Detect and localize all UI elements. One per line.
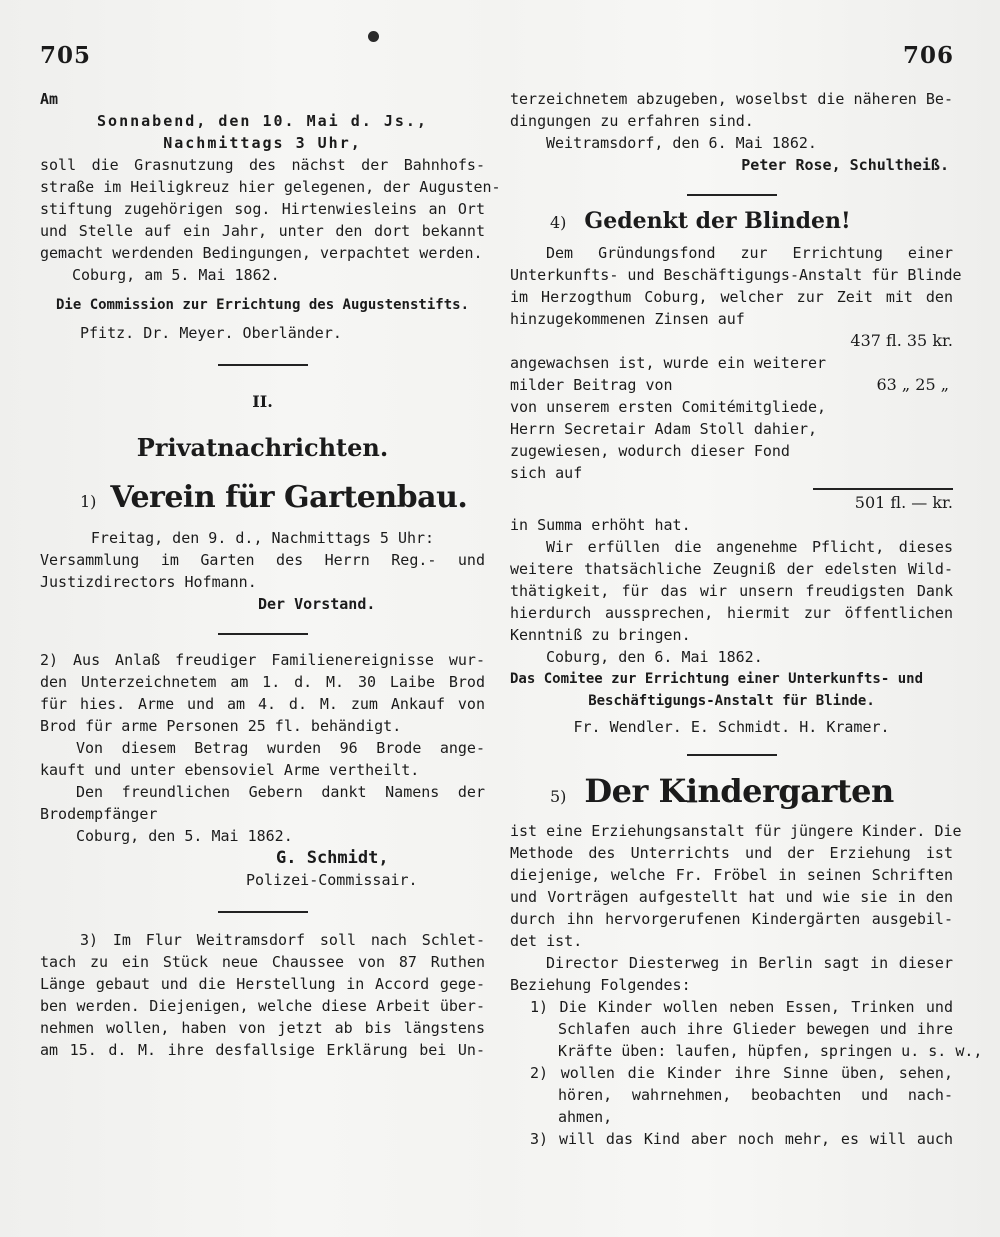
item4-heading bbox=[510, 208, 953, 234]
item4-amount-2: 63 „ 25 „ bbox=[876, 375, 949, 394]
item5-point: Schlafen auch ihre Glieder bewegen und ihre bbox=[558, 1020, 953, 1038]
page-number-left: 705 bbox=[40, 42, 92, 69]
item4-amount-1 bbox=[510, 330, 953, 352]
auction-place-date: Coburg, am 5. Mai 1862. bbox=[72, 266, 280, 284]
auction-line: straße im Heiligkreuz hier gelegenen, der Augusten- bbox=[40, 178, 501, 196]
item-number: 1) bbox=[80, 492, 97, 511]
divider bbox=[687, 194, 777, 196]
item3-line: tach zu ein Stück neue Chaussee von 87 Ruthen bbox=[40, 953, 485, 971]
section-title: Privatnachrichten. bbox=[136, 433, 389, 462]
item4-line: Herrn Secretair Adam Stoll dahier, bbox=[510, 420, 818, 438]
item2-line: kauft und unter ebensoviel Arme vertheilt. bbox=[40, 761, 420, 779]
item2-body bbox=[40, 649, 485, 891]
item2-place-date: Coburg, den 5. Mai 1862. bbox=[76, 827, 293, 845]
item2-signature-title: Polizei-Commissair. bbox=[246, 871, 418, 889]
item3-line: 3) Im Flur Weitramsdorf soll nach Schlet- bbox=[80, 931, 485, 949]
item2-line: den Unterzeichnetem am 1. d. M. 30 Laibe Brod bbox=[40, 673, 485, 691]
item4-title: Gedenkt der Blinden! bbox=[584, 208, 851, 234]
item5-line: durch ihn hervorgerufenen Kindergärten ausgebil- bbox=[510, 910, 953, 928]
item4-amount-total bbox=[510, 492, 953, 514]
item4-line: Dem Gründungsfond zur Errichtung einer bbox=[546, 244, 953, 262]
left-column bbox=[40, 88, 501, 1061]
item4-line: weitere thatsächliche Zeugniß der edelsten Wild- bbox=[510, 560, 953, 578]
item4-body bbox=[510, 242, 962, 738]
divider bbox=[218, 364, 308, 366]
divider bbox=[218, 911, 308, 913]
section-numeral: II. bbox=[252, 392, 273, 411]
amount-value: 437 fl. 35 kr. bbox=[850, 331, 953, 350]
page-number-right: 706 bbox=[902, 42, 954, 69]
item3-line: ben werden. Diejenigen, welche diese Arbeit über- bbox=[40, 997, 485, 1015]
item3-place-date: Weitramsdorf, den 6. Mai 1862. bbox=[546, 134, 817, 152]
auction-line: soll die Grasnutzung des nächst der Bahnhofs- bbox=[40, 156, 485, 174]
item1-signature: Der Vorstand. bbox=[258, 595, 376, 613]
item4-line: thätigkeit, für das wir unsern freudigsten Dank bbox=[510, 582, 953, 600]
sum-rule bbox=[813, 488, 953, 490]
item5-point: 3) will das Kind aber noch mehr, es will auch bbox=[530, 1130, 953, 1148]
auction-line: und Stelle auf ein Jahr, unter den dort bekannt bbox=[40, 222, 485, 240]
item3-line: am 15. d. M. ihre desfallsige Erklärung bei Un- bbox=[40, 1041, 485, 1059]
item5-line: diejenige, welche Fr. Fröbel in seinen Schriften bbox=[510, 866, 953, 884]
item1-title: Verein für Gartenbau. bbox=[110, 480, 468, 515]
divider bbox=[218, 633, 308, 635]
item4-line: Wir erfüllen die angenehme Pflicht, dieses bbox=[546, 538, 953, 556]
item2-line: 2) Aus Anlaß freudiger Familienereignisse wur- bbox=[40, 651, 485, 669]
item3-line: nehmen wollen, haben von jetzt ab bis längstens bbox=[40, 1019, 485, 1037]
auction-date: Sonnabend, den 10. Mai d. Js., bbox=[97, 112, 428, 130]
item5-line: Director Diesterweg in Berlin sagt in dieser bbox=[546, 954, 953, 972]
item2-line: für hies. Arme und am 4. d. M. zum Ankauf von bbox=[40, 695, 485, 713]
item4-line: milder Beitrag von bbox=[510, 376, 673, 394]
item5-body bbox=[510, 820, 983, 1150]
item4-line: angewachsen ist, wurde ein weiterer bbox=[510, 354, 827, 372]
item3-line: terzeichnetem abzugeben, woselbst die näheren Be- bbox=[510, 90, 953, 108]
auction-commission: Die Commission zur Errichtung des Augustenstifts. bbox=[55, 297, 469, 313]
item1-line: Justizdirectors Hofmann. bbox=[40, 573, 257, 591]
item5-line: Beziehung Folgendes: bbox=[510, 976, 691, 994]
item5-point: ahmen, bbox=[558, 1108, 613, 1126]
item2-signature-name: G. Schmidt, bbox=[276, 848, 389, 868]
item2-line: Brodempfänger bbox=[40, 805, 158, 823]
item5-point: hören, wahrnehmen, beobachten und nach- bbox=[558, 1086, 953, 1104]
item2-line: Brod für arme Personen 25 fl. behändigt. bbox=[40, 717, 402, 735]
item1-heading bbox=[40, 480, 485, 515]
auction-time: Nachmittags 3 Uhr, bbox=[163, 134, 362, 152]
item4-signatures: Fr. Wendler. E. Schmidt. H. Kramer. bbox=[573, 718, 890, 736]
item4-line: Kenntniß zu bringen. bbox=[510, 626, 691, 644]
item4-line: hierdurch aussprechen, hiermit zur öffentlichen bbox=[510, 604, 953, 622]
item3-signature: Peter Rose, Schultheiß. bbox=[741, 156, 949, 174]
item4-line: sich auf bbox=[510, 464, 583, 482]
item1-body bbox=[40, 527, 485, 615]
item5-title: Der Kindergarten bbox=[584, 772, 894, 810]
item5-line: Methode des Unterrichts und der Erziehung ist bbox=[510, 844, 953, 862]
item3-line: Länge gebaut und die Herstellung in Accord gege- bbox=[40, 975, 485, 993]
item1-line: Freitag, den 9. d., Nachmittags 5 Uhr: bbox=[90, 529, 435, 547]
item4-committee: Das Comitee zur Errichtung einer Unterkunfts- und bbox=[510, 671, 924, 687]
item4-line: von unserem ersten Comitémitgliede, bbox=[510, 398, 827, 416]
item1-line: Versammlung im Garten des Herrn Reg.- und bbox=[40, 551, 485, 569]
item3-body bbox=[40, 929, 485, 1061]
right-column bbox=[510, 88, 983, 1150]
item2-line: Von diesem Betrag wurden 96 Brode ange- bbox=[76, 739, 485, 757]
item5-line: und Vorträgen aufgestellt hat und wie sie in den bbox=[510, 888, 953, 906]
item4-place-date: Coburg, den 6. Mai 1862. bbox=[546, 648, 763, 666]
ink-dot bbox=[368, 31, 379, 42]
item4-committee: Beschäftigungs-Anstalt für Blinde. bbox=[588, 693, 875, 709]
item4-row bbox=[510, 374, 953, 396]
item2-line: Den freundlichen Gebern dankt Namens der bbox=[76, 783, 485, 801]
auction-notice bbox=[40, 88, 501, 344]
item-number: 4) bbox=[550, 213, 567, 232]
item3-line: dingungen zu erfahren sind. bbox=[510, 112, 754, 130]
item4-line: im Herzogthum Coburg, welcher zur Zeit mit den bbox=[510, 288, 953, 306]
auction-line: stiftung zugehörigen sog. Hirtenwiesleins an Ort bbox=[40, 200, 485, 218]
item-number: 5) bbox=[550, 787, 567, 806]
amount-value: 501 fl. — kr. bbox=[854, 493, 953, 512]
item4-line: Unterkunfts- und Beschäftigungs-Anstalt für Blinde bbox=[510, 266, 962, 284]
item5-line: ist eine Erziehungsanstalt für jüngere Kinder. Die bbox=[510, 822, 962, 840]
item5-point: 2) wollen die Kinder ihre Sinne üben, sehen, bbox=[530, 1064, 953, 1082]
item4-line: hinzugekommenen Zinsen auf bbox=[510, 310, 745, 328]
item5-point: Kräfte üben: laufen, hüpfen, springen u. s. w., bbox=[558, 1042, 983, 1060]
divider bbox=[687, 754, 777, 756]
item5-point: 1) Die Kinder wollen neben Essen, Trinken und bbox=[530, 998, 953, 1016]
item5-heading bbox=[510, 772, 953, 810]
auction-line: Am bbox=[40, 90, 59, 108]
item3-continuation bbox=[510, 88, 953, 176]
auction-line: gemacht werdenden Bedingungen, verpachtet werden. bbox=[40, 244, 483, 262]
item5-line: det ist. bbox=[510, 932, 583, 950]
auction-signatures: Pfitz. Dr. Meyer. Oberländer. bbox=[80, 324, 342, 342]
item4-line: zugewiesen, wodurch dieser Fond bbox=[510, 442, 790, 460]
item4-line: in Summa erhöht hat. bbox=[510, 516, 691, 534]
